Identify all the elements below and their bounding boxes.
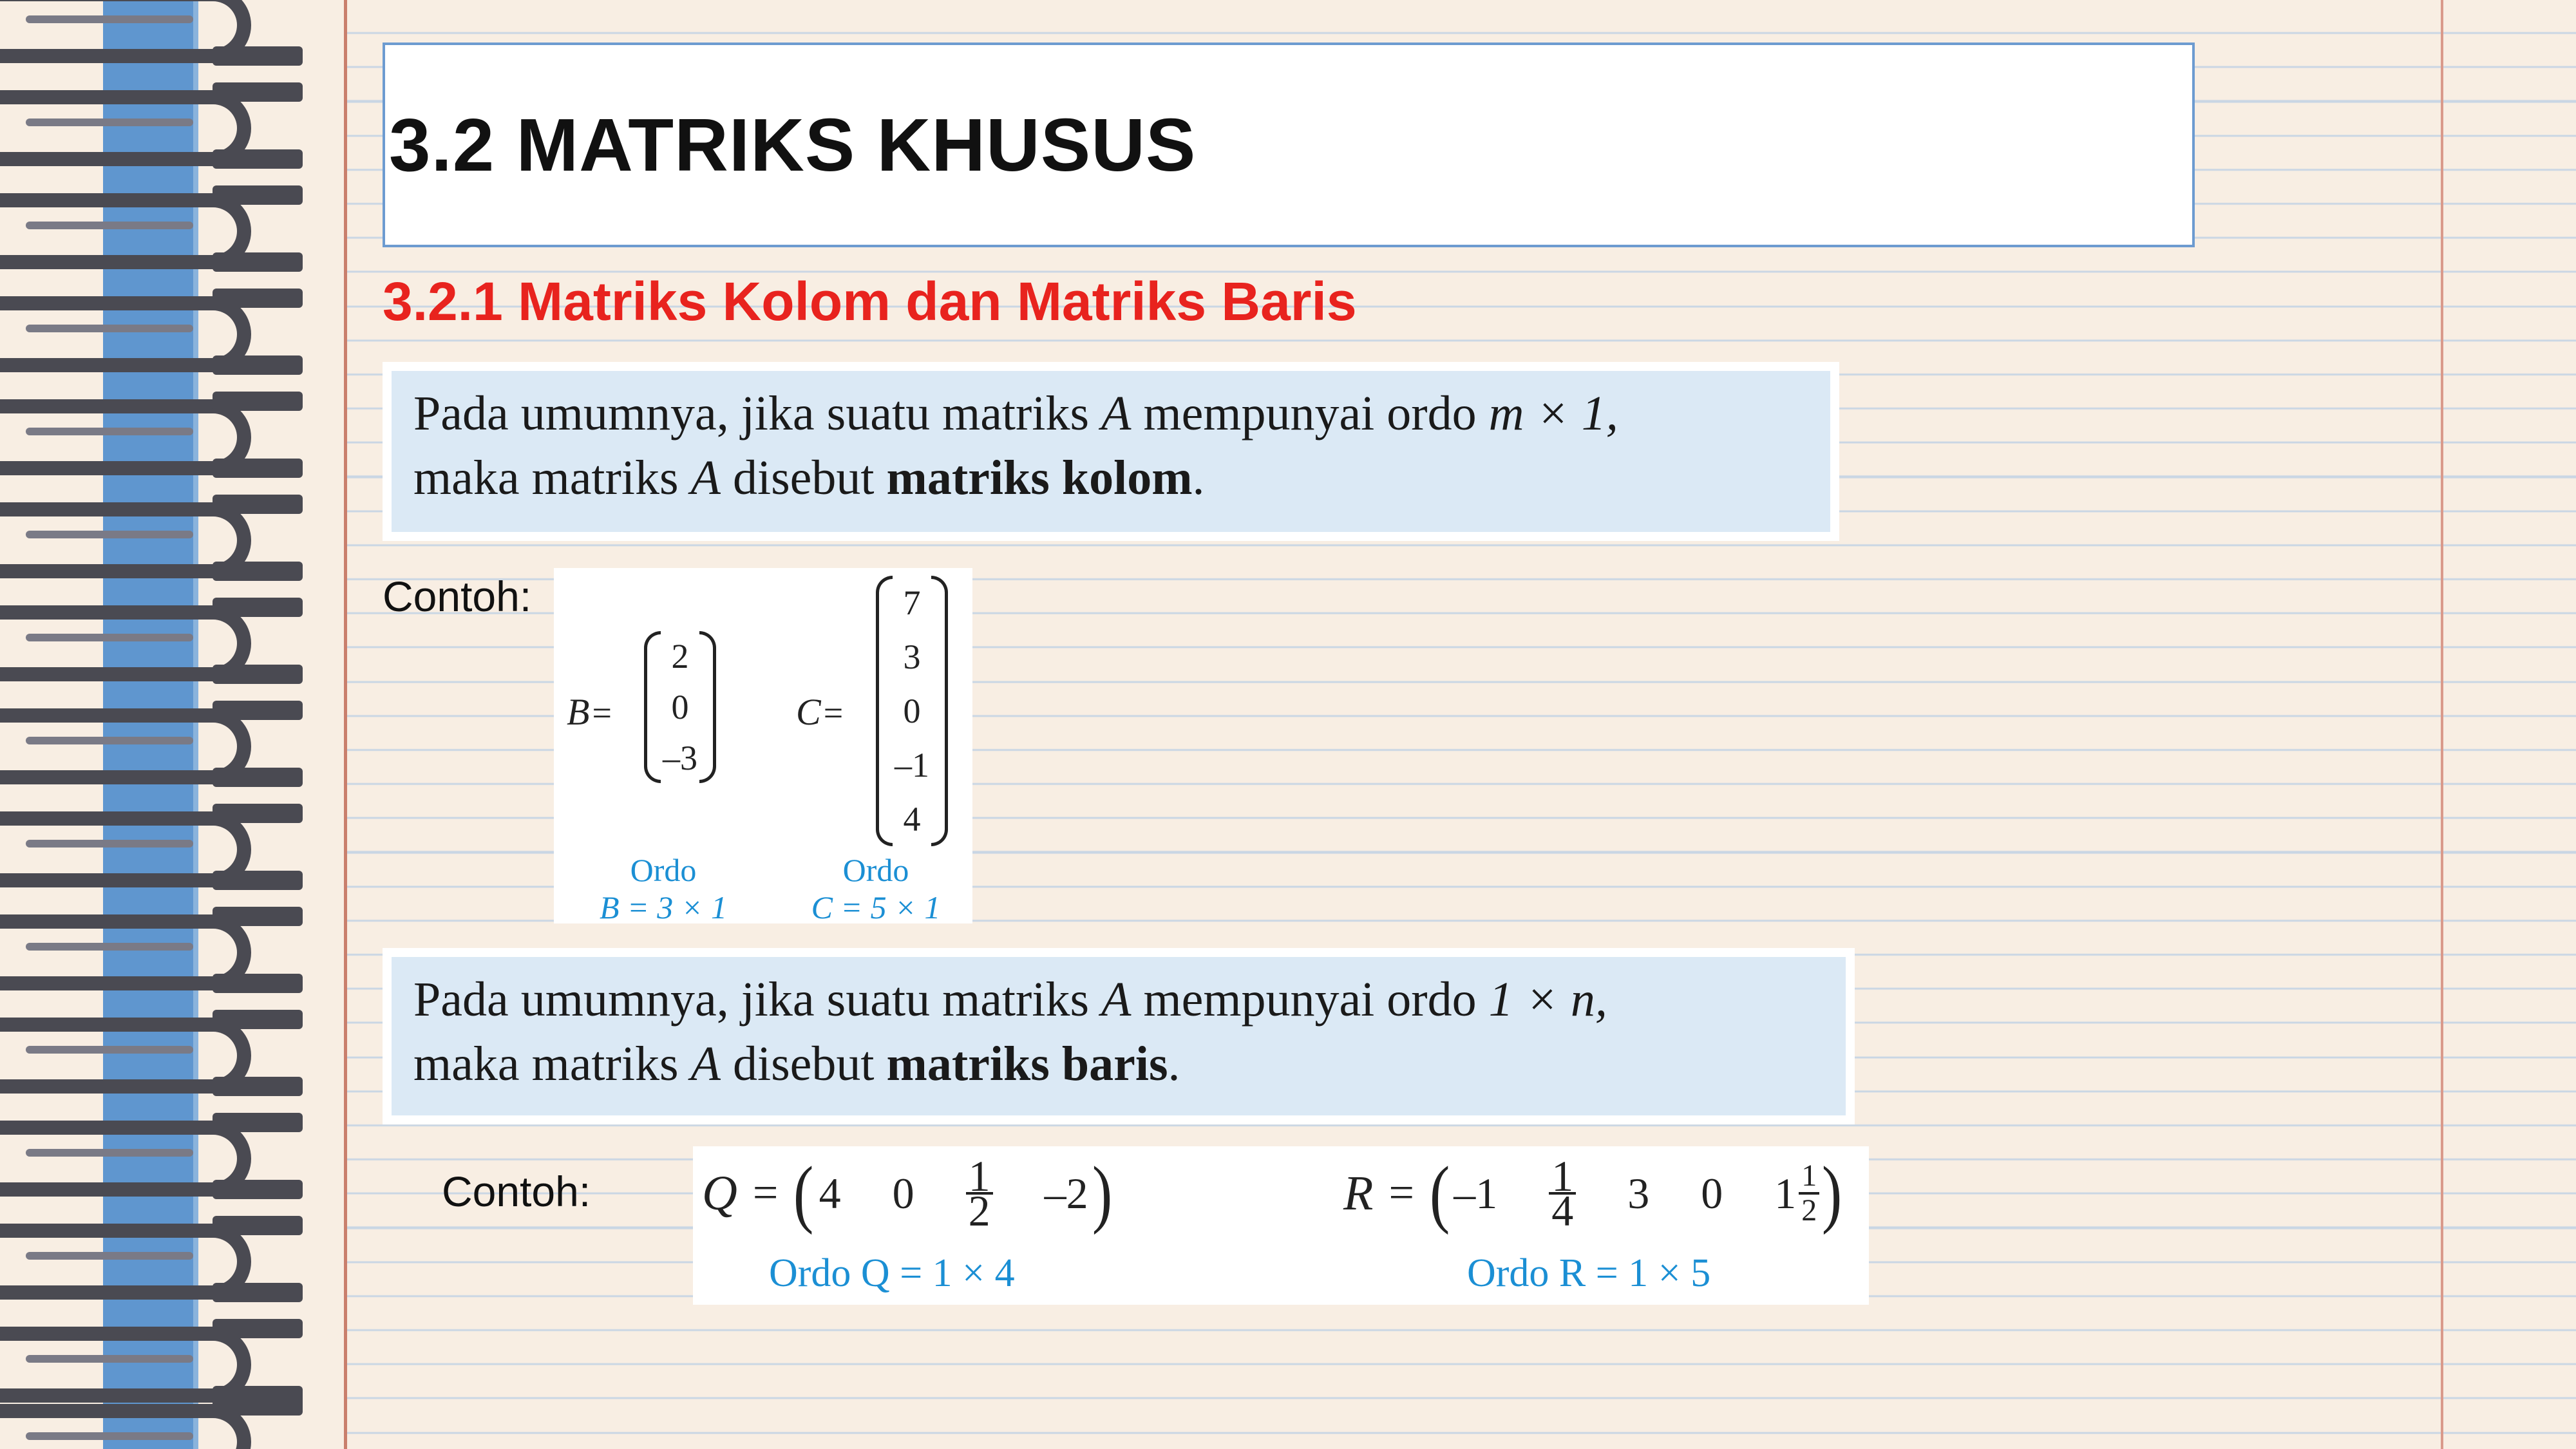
matrix-c-cell: 0 [903,692,921,730]
matrix-c-cell: –1 [895,746,929,784]
ordo-b: Ordo B = 3 × 1 [599,852,728,925]
binding-ring [0,386,303,483]
page-title: 3.2 MATRIKS KHUSUS [389,103,1197,187]
matrix-c-cell: 7 [903,583,921,622]
binding-ring [0,902,303,998]
binding-ring [0,1005,303,1101]
matrix-r-cell: 0 [1701,1168,1723,1218]
binding-ring [0,799,303,895]
matrix-r-mixed-number: 1 $\frac{1}{2}$ [1774,1160,1819,1227]
section-subtitle: 3.2.1 Matriks Kolom dan Matriks Baris [383,271,1357,332]
binding-ring [0,1108,303,1204]
contoh-label-2: Contoh: [442,1168,591,1215]
matrix-b [644,631,716,783]
spiral-binding [0,0,344,1449]
matrix-c-cell: 3 [903,638,921,676]
example-panel-kolom [554,568,972,923]
matrix-b-label: B = [567,691,612,733]
matrix-r-cell: –1 [1454,1168,1498,1218]
definition-text-kolom: Pada umumnya, jika suatu matriks A mempunyai ordo m × 1, maka matriks A disebut matriks kolom. [392,371,1830,532]
matrix-c-cell: 4 [903,800,921,838]
binding-ring [0,489,303,586]
matrix-r: R = ( –1 $\frac{1}{4}$ 3 0 1 $\frac{1}{2}$ ) [1343,1151,1842,1235]
definition-text-baris: Pada umumnya, jika suatu matriks A mempunyai ordo 1 × n, maka matriks A disebut matriks baris. [392,957,1846,1115]
binding-ring [0,180,303,277]
matrix-b-cell: 0 [671,687,689,726]
ordo-c: Ordo C = 5 × 1 [811,852,941,925]
binding-ring [0,696,303,792]
binding-ring [0,0,303,71]
matrix-r-fraction: $\frac{1}{4}$ [1549,1160,1576,1227]
definition-box-kolom [383,362,1839,541]
matrix-q: Q = ( 4 0 $\frac{1}{2}$ –2 ) [702,1151,1113,1235]
binding-ring [0,77,303,174]
contoh-label: Contoh: [383,573,532,620]
ordo-r: Ordo R = 1 × 5 [1467,1251,1711,1295]
binding-ring [0,1211,303,1307]
definition-box-baris [383,948,1855,1124]
ordo-q: Ordo Q = 1 × 4 [769,1251,1015,1295]
matrix-q-cell: 4 [819,1168,841,1218]
matrix-b-cell: –3 [663,738,697,777]
margin-line-right [2441,0,2443,1449]
matrix-c-label: C = [796,691,844,733]
binding-ring [0,1391,303,1449]
matrix-q-cell: 0 [892,1168,914,1218]
matrix-q-cell: –2 [1044,1168,1088,1218]
binding-ring [0,592,303,689]
matrix-b-cell: 2 [671,637,689,676]
binding-ring [0,283,303,380]
matrix-r-cell: 3 [1627,1168,1650,1218]
margin-line-left [344,0,347,1449]
example-panel-baris [693,1146,1869,1305]
matrix-c [876,576,948,846]
matrix-q-fraction: $\frac{1}{2}$ [966,1160,993,1227]
title-box [383,43,2195,247]
